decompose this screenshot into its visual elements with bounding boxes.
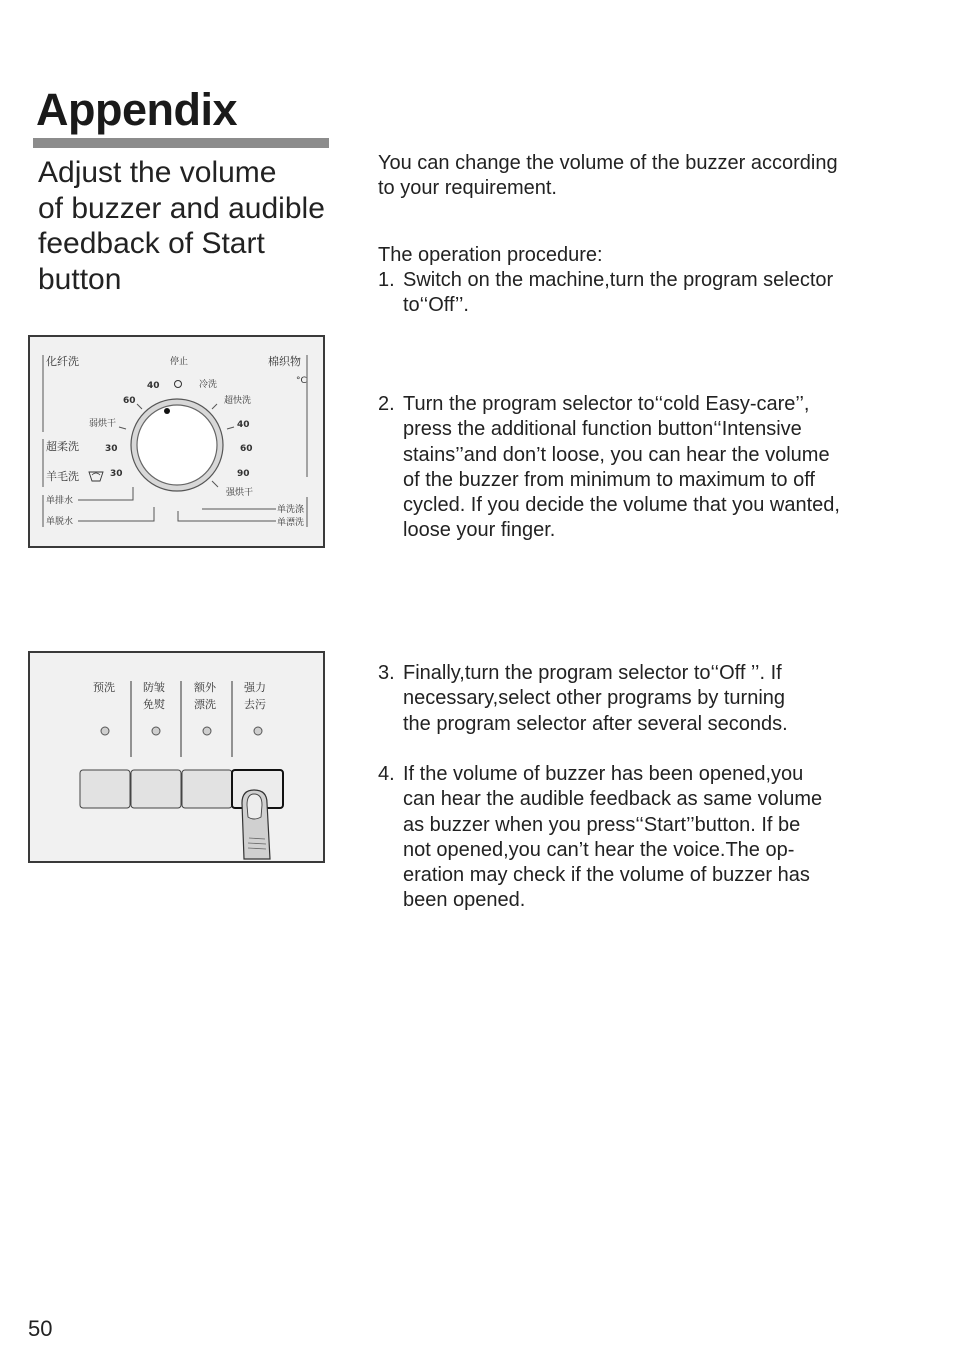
- dial-ring-label: 60: [240, 444, 253, 454]
- function-label: 防皱: [143, 681, 165, 694]
- dial-ring-label: 强烘干: [226, 488, 254, 498]
- procedure-label: The operation procedure:: [378, 244, 603, 266]
- function-button-panel: [28, 651, 325, 863]
- step-line: not opened,you can’t hear the voice.The op-: [403, 838, 795, 861]
- dial-ring-label: 30: [110, 469, 123, 479]
- page-title: Appendix: [36, 84, 238, 135]
- function-button-illustration: [30, 653, 323, 861]
- dial-label-bottom-left: 单排水: [46, 496, 74, 506]
- step-line: Turn the program selector to‘‘cold Easy-care’’,: [403, 393, 810, 415]
- dial-label-left: 超柔洗: [46, 440, 79, 453]
- step-line: loose your finger.: [403, 519, 556, 542]
- dial-label-top-left: 化纤洗: [46, 355, 79, 368]
- dial-label-bottom-right: 单洗涤: [277, 505, 305, 515]
- function-button: [131, 770, 181, 808]
- dial-pointer-icon: [164, 408, 170, 414]
- step-line: If the volume of buzzer has been opened,you: [403, 763, 804, 785]
- indicator-light-icon: [101, 727, 109, 735]
- step-line: Finally,turn the program selector to‘‘Off ’’. If: [403, 662, 782, 684]
- dial-ring-label: 60: [123, 396, 136, 406]
- step-number: 1.: [378, 269, 395, 291]
- step-line: Switch on the machine,turn the program selector: [403, 269, 834, 291]
- step-number: 2.: [378, 393, 395, 415]
- intro-paragraph: [378, 151, 918, 202]
- dial-ring-label: 30: [105, 444, 118, 454]
- dial-ring-label: 90: [237, 469, 250, 479]
- subtitle-line: feedback of Start: [38, 227, 265, 260]
- program-dial-illustration: [30, 337, 323, 546]
- step-3: [378, 661, 918, 737]
- page-number: 50: [28, 1316, 53, 1341]
- step-line: eration may check if the volume of buzzer has: [403, 864, 810, 887]
- function-label: 漂洗: [194, 698, 216, 711]
- step-line: as buzzer when you press‘‘Start’’button. If be: [403, 813, 801, 836]
- intro-line: to your requirement.: [378, 177, 557, 200]
- function-label: 强力: [244, 681, 266, 694]
- dial-ring-label: 40: [237, 420, 250, 430]
- indicator-light-icon: [152, 727, 160, 735]
- title-underline: [33, 138, 329, 148]
- dial-label-bottom-left: 单脱水: [46, 517, 74, 527]
- function-label: 预洗: [93, 681, 115, 694]
- subtitle-line: Adjust the volume: [38, 156, 277, 189]
- dial-unit: °C: [296, 376, 307, 386]
- dial-ring-label: 40: [147, 381, 160, 391]
- step-line: of the buzzer from minimum to maximum to off: [403, 468, 815, 491]
- function-button: [80, 770, 130, 808]
- dial-ring-label: 超快洗: [224, 396, 252, 406]
- finger-press-icon: [242, 790, 270, 859]
- program-dial-panel: [28, 335, 325, 548]
- dial-ring-label: 冷洗: [199, 380, 218, 390]
- dial-label-stop: 停止: [170, 357, 189, 367]
- section-subtitle: [38, 155, 358, 297]
- function-label: 去污: [244, 698, 266, 711]
- function-label: 免熨: [143, 698, 165, 711]
- step-4: [378, 762, 918, 914]
- intro-line: You can change the volume of the buzzer according: [378, 152, 838, 174]
- wool-basin-icon: [89, 472, 103, 481]
- subtitle-line: button: [38, 262, 122, 296]
- dial-ring-label: 弱烘干: [89, 419, 117, 429]
- dial-label-bottom-right: 单漂洗: [277, 518, 305, 528]
- step-2: [378, 392, 918, 544]
- step-1: [378, 268, 918, 319]
- function-label: 额外: [194, 681, 216, 694]
- indicator-light-icon: [203, 727, 211, 735]
- dial-label-top-right: 棉织物: [268, 355, 301, 368]
- step-line: to‘‘Off’’.: [403, 294, 469, 317]
- step-line: stains’’and don’t loose, you can hear the volume: [403, 443, 830, 466]
- step-line: press the additional function button‘‘Intensive: [403, 418, 802, 441]
- indicator-light-icon: [254, 727, 262, 735]
- step-number: 3.: [378, 662, 395, 684]
- step-line: necessary,select other programs by turning: [403, 687, 786, 710]
- function-button: [182, 770, 232, 808]
- step-line: been opened.: [403, 889, 526, 912]
- step-line: cycled. If you decide the volume that you wanted,: [403, 494, 840, 517]
- step-number: 4.: [378, 763, 395, 785]
- step-line: can hear the audible feedback as same volume: [403, 788, 823, 811]
- step-line: the program selector after several seconds.: [403, 712, 788, 735]
- dial-label-left: 羊毛洗: [46, 470, 79, 483]
- subtitle-line: of buzzer and audible: [38, 191, 325, 225]
